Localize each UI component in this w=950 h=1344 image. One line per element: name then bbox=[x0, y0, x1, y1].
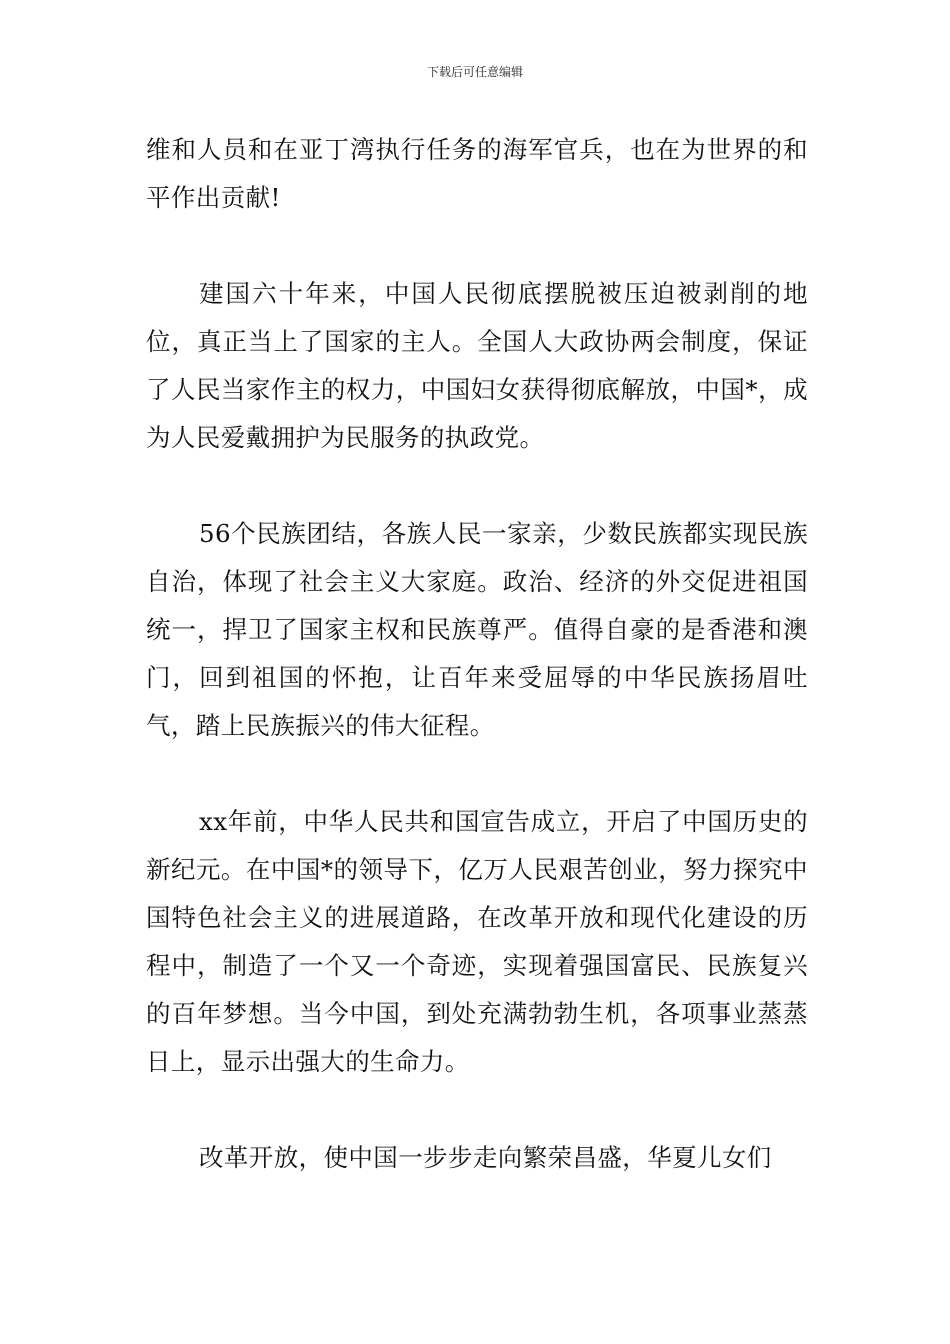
paragraph: 改革开放，使中国一步步走向繁荣昌盛，华夏儿女们 bbox=[199, 1143, 772, 1172]
paragraph: 56个民族团结，各族人民一家亲，少数民族都实现民族自治，体现了社会主义大家庭。政治、经济的外交促进祖国统一，捍卫了国家主权和民族尊严。值得自豪的是香港和澳门，回到祖国的怀抱，让百年来受屈辱的中华民族扬眉吐气，踏上民族振兴的伟大征程。 bbox=[146, 519, 808, 740]
paragraph: 建国六十年来，中国人民彻底摆脱被压迫被剥削的地位，真正当上了国家的主人。全国人大政协两会制度，保证了人民当家作主的权力，中国妇女获得彻底解放，中国*，成为人民爱戴拥护为民服务的执政党。 bbox=[146, 279, 808, 452]
page-header: 下载后可任意编辑 bbox=[426, 65, 523, 79]
document-body bbox=[146, 126, 808, 1182]
paragraph: 维和人员和在亚丁湾执行任务的海军官兵，也在为世界的和平作出贡献! bbox=[146, 135, 808, 212]
paragraph: xx年前，中华人民共和国宣告成立，开启了中国历史的新纪元。在中国*的领导下，亿万人民艰苦创业，努力探究中国特色社会主义的进展道路，在改革开放和现代化建设的历程中，制造了一个又一个奇迹，实现着强国富民、民族复兴的百年梦想。当今中国，到处充满勃勃生机，各项事业蒸蒸日上，显示出强大的生命力。 bbox=[146, 807, 808, 1076]
